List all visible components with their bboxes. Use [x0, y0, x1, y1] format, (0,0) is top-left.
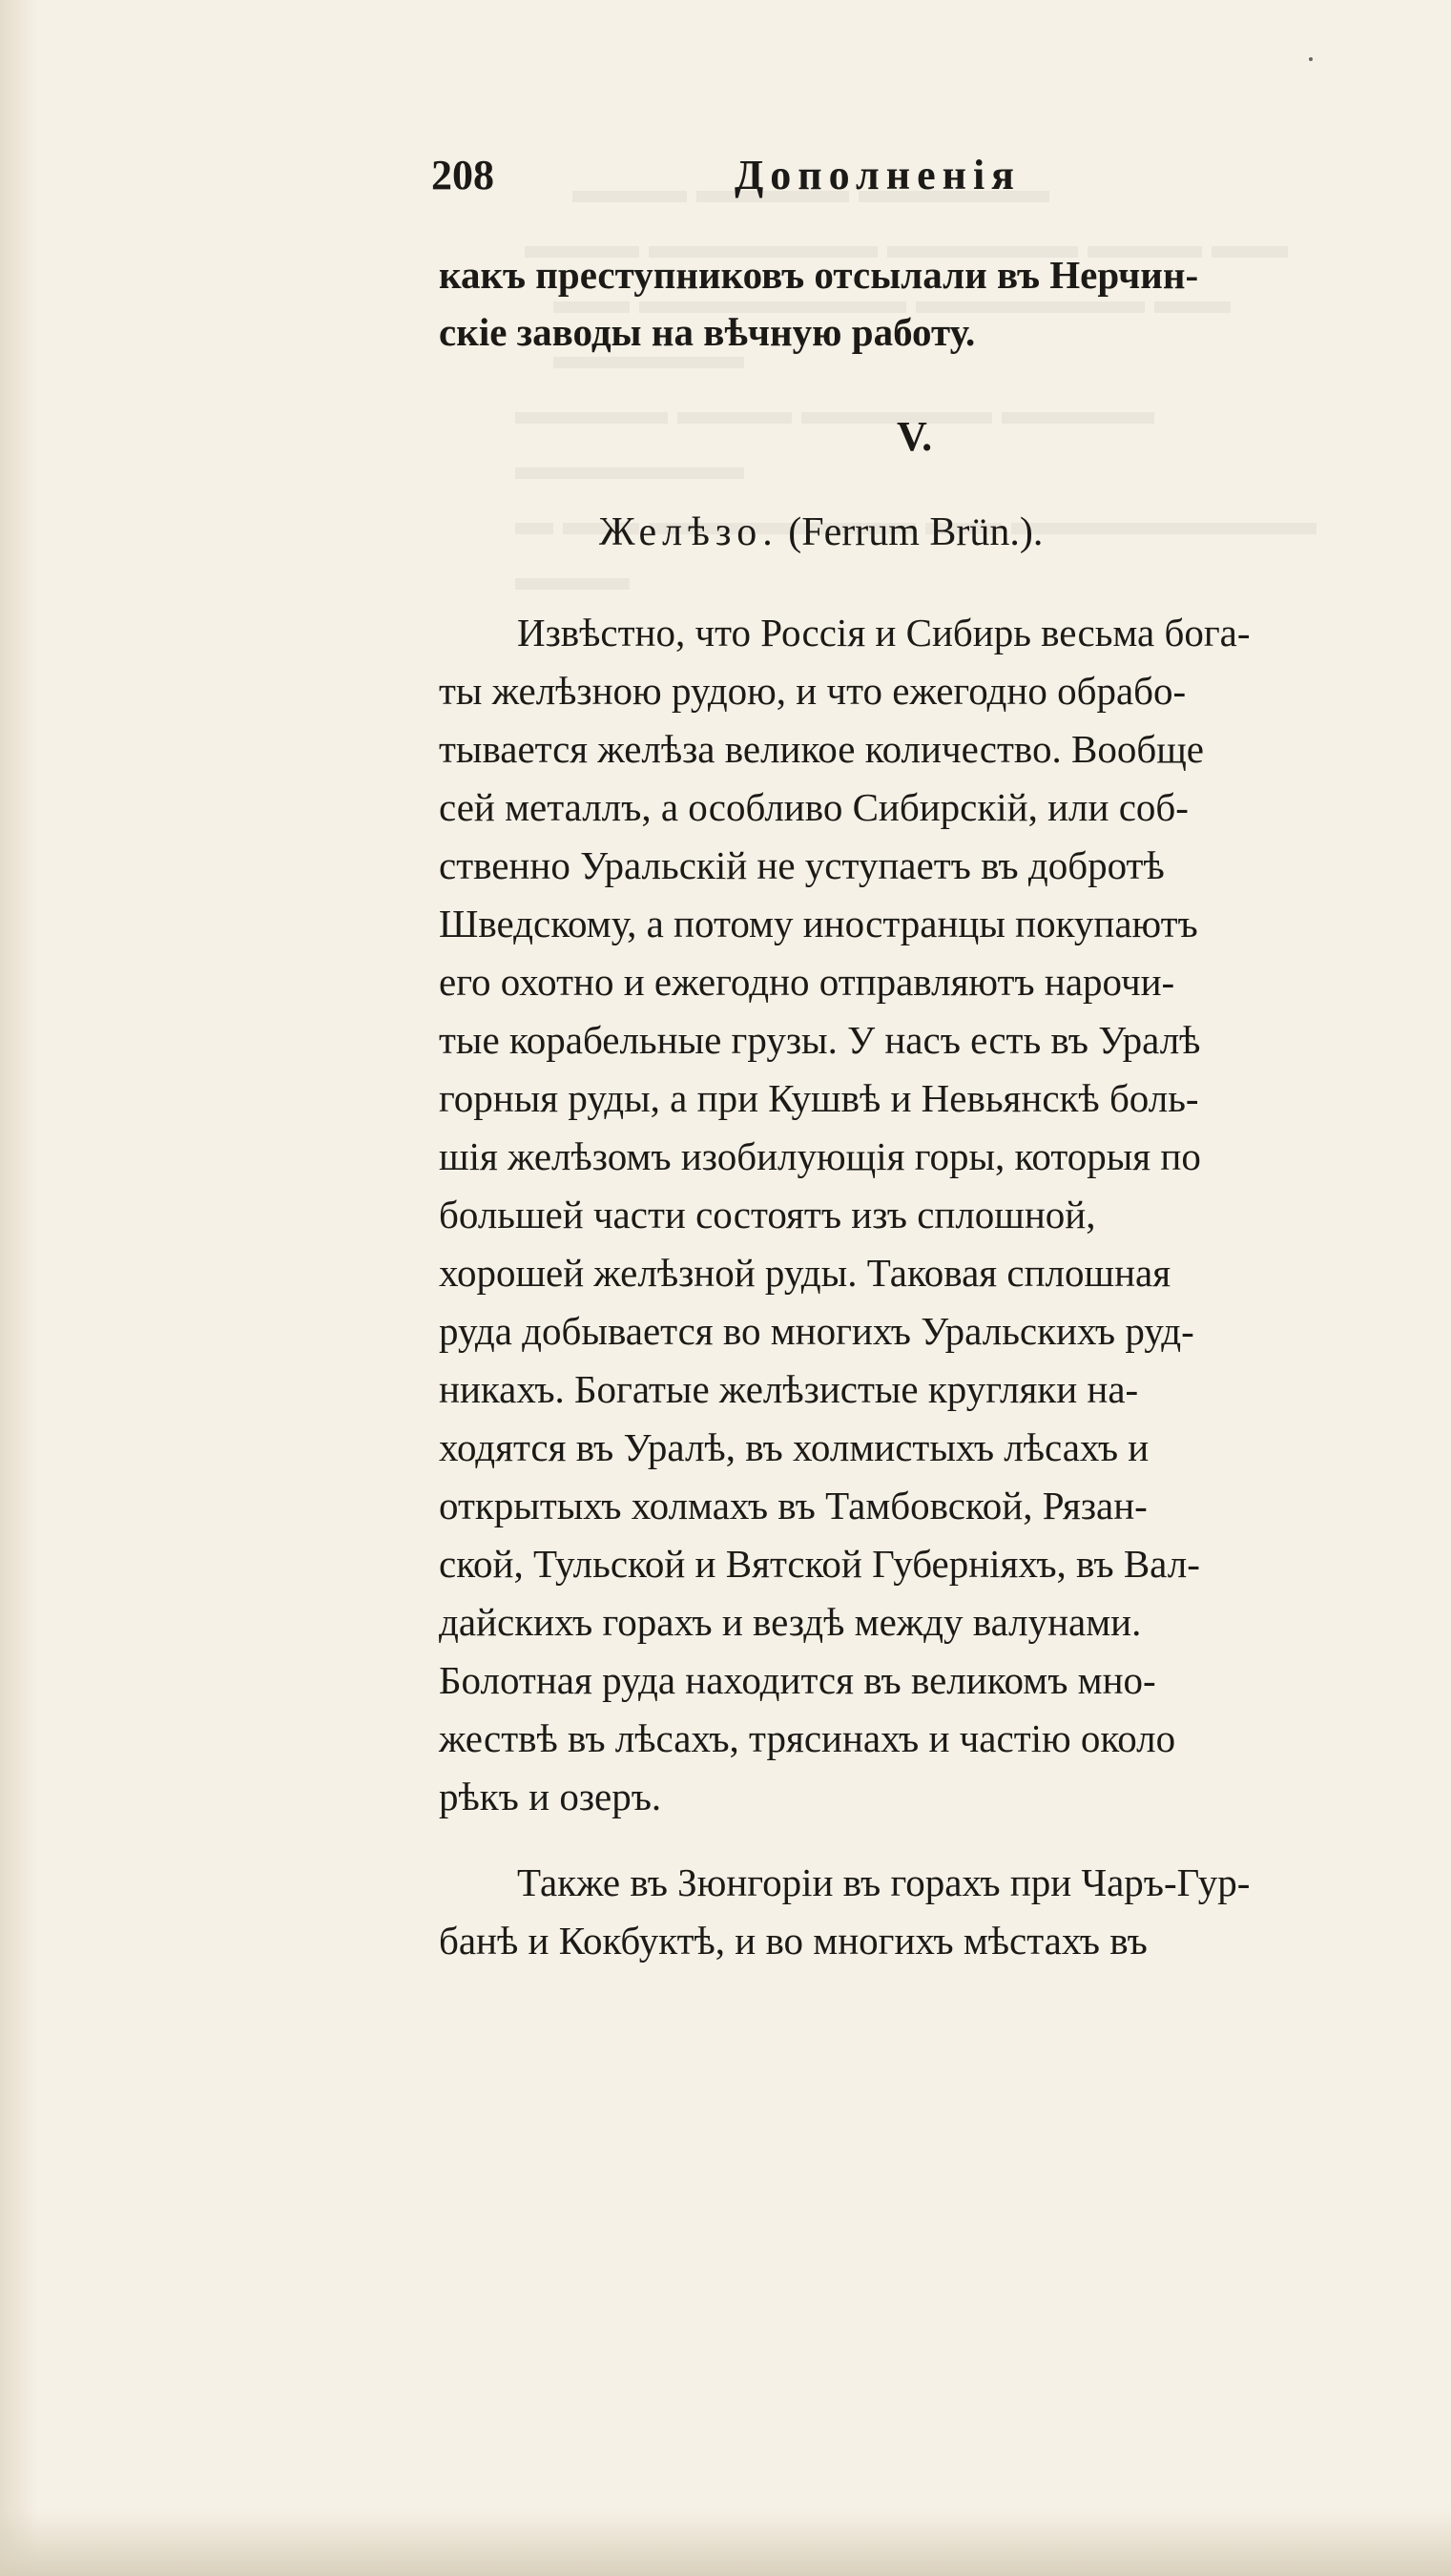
- text-line: Также въ Зюнгоріи въ горахъ при Чаръ-Гур-: [517, 1860, 1251, 1904]
- text-line: тывается желѣза великое количество. Вообще: [439, 727, 1204, 771]
- section-title: Желѣзо.: [599, 510, 778, 554]
- text-line: тые корабельные грузы. У насъ есть въ Уралѣ: [439, 1018, 1201, 1062]
- section-latin-name: (Ferrum Brün.).: [788, 510, 1044, 554]
- text-line: ходятся въ Уралѣ, въ холмистыхъ лѣсахъ и: [439, 1425, 1150, 1469]
- section-heading: [599, 509, 1043, 555]
- text-line: Болотная руда находится въ великомъ мно-: [439, 1658, 1156, 1702]
- text-line: скіе заводы на вѣчную работу.: [439, 310, 976, 354]
- page-fold-shadow: [0, 0, 38, 2576]
- text-line: руда добывается во многихъ Уральскихъ руд-: [439, 1309, 1194, 1353]
- text-line: ственно Уральскій не уступаетъ въ добротѣ: [439, 843, 1165, 887]
- continuation-paragraph: [439, 246, 1441, 361]
- text-line: ской, Тульской и Вятской Губерніяхъ, въ Вал-: [439, 1542, 1200, 1586]
- page-number: 208: [431, 152, 494, 198]
- text-line: его охотно и ежегодно отправляютъ нарочи-: [439, 960, 1175, 1004]
- section-number: V.: [897, 413, 933, 460]
- text-line: Шведскому, а потому иностранцы покупаютъ: [439, 902, 1198, 945]
- text-line: горныя руды, а при Кушвѣ и Невьянскѣ боль-: [439, 1076, 1199, 1120]
- text-line: дайскихъ горахъ и вездѣ между валунами.: [439, 1600, 1142, 1644]
- text-line: хорошей желѣзной руды. Таковая сплошная: [439, 1251, 1171, 1295]
- text-line: большей части состоятъ изъ сплошной,: [439, 1193, 1096, 1236]
- text-line: жествѣ въ лѣсахъ, трясинахъ и частію около: [439, 1716, 1176, 1760]
- paper-speck: [1309, 57, 1313, 61]
- text-line: никахъ. Богатые желѣзистые кругляки на-: [439, 1367, 1139, 1411]
- text-line: открытыхъ холмахъ въ Тамбовской, Рязан-: [439, 1484, 1148, 1527]
- text-line: какъ преступниковъ отсылали въ Нерчин-: [439, 253, 1199, 297]
- page-bottom-edge: [0, 2509, 1451, 2576]
- text-line: сей металлъ, а особливо Сибирскій, или соб-: [439, 785, 1189, 829]
- paragraph-iron-ore: [439, 604, 1441, 1826]
- text-line: Извѣстно, что Россія и Сибирь весьма бога-: [517, 611, 1251, 654]
- text-line: рѣкъ и озеръ.: [439, 1775, 662, 1818]
- paragraph-dzungaria: [439, 1854, 1441, 1970]
- text-line: шія желѣзомъ изобилующія горы, которыя по: [439, 1134, 1201, 1178]
- text-line: ты желѣзною рудою, и что ежегодно обрабо-: [439, 669, 1187, 713]
- running-header: [431, 151, 1156, 208]
- running-title: Дополненія: [735, 152, 1021, 198]
- text-line: банѣ и Кокбуктѣ, и во многихъ мѣстахъ въ: [439, 1919, 1148, 1963]
